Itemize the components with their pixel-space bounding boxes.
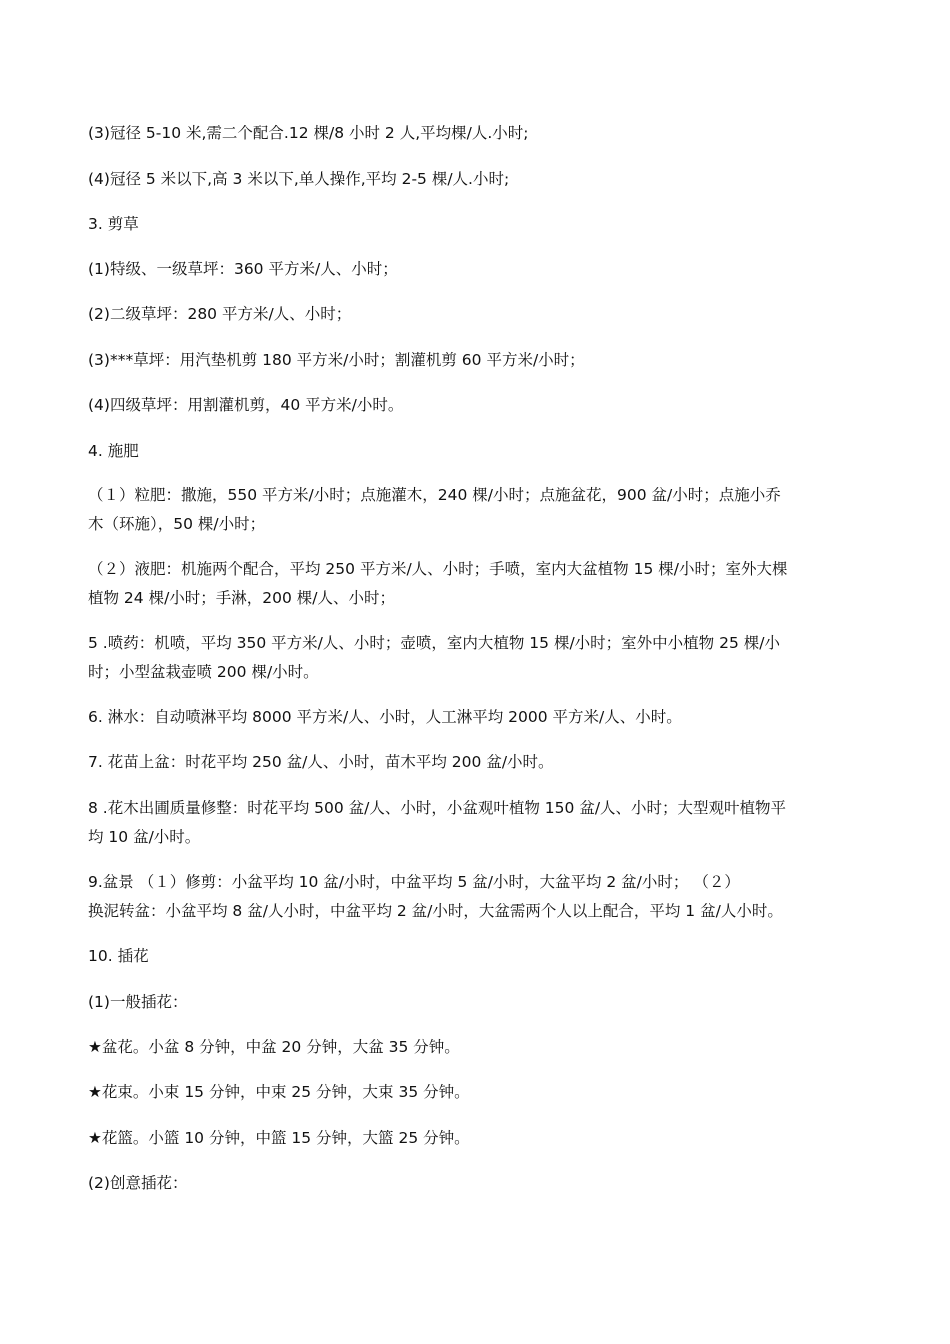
text-line: 均 10 盆/小时。 <box>88 828 201 846</box>
text-line: 木（环施），50 棵/小时； <box>88 515 266 533</box>
text-line: 换泥转盆：小盆平均 8 盆/人小时，中盆平均 2 盆/小时，大盆需两个人以上配合，平均 1 盆/人小时。 <box>88 902 783 920</box>
text-line-mowing-2: (2)二级草坪：280 平方米/人、小时； <box>88 305 352 323</box>
text-line-mowing-1: (1)特级、一级草坪：360 平方米/人、小时； <box>88 260 398 278</box>
section-heading-fertilizing: 4. 施肥 <box>88 442 139 460</box>
text-line: 8 .花木出圃质量修整：时花平均 500 盆/人、小时，小盆观叶植物 150 盆/人、小时；大型观叶植物平 <box>88 799 787 817</box>
paragraph-quality-trimming <box>88 794 868 852</box>
text-line-creative-arrangement: (2)创意插花： <box>88 1174 188 1192</box>
text-line-mowing-3: (3)***草坪：用汽垫机剪 180 平方米/小时；割灌机剪 60 平方米/小时； <box>88 351 585 369</box>
text-line: （２）液肥：机施两个配合，平均 250 平方米/人、小时；手喷，室内大盆植物 15 棵/小时；室外大棵 <box>88 560 788 578</box>
section-heading-flower-arrangement: 10. 插花 <box>88 947 149 965</box>
paragraph-liquid-fertilizer <box>88 555 868 613</box>
paragraph-pesticide-spraying <box>88 629 868 687</box>
text-line-watering: 6. 淋水：自动喷淋平均 8000 平方米/人、小时，人工淋平均 2000 平方米/人、小时。 <box>88 708 682 726</box>
text-line-flower-baskets: ★花篮。小篮 10 分钟，中篮 15 分钟，大篮 25 分钟。 <box>88 1129 470 1147</box>
section-heading-mowing: 3. 剪草 <box>88 215 139 233</box>
text-line-mowing-4: (4)四级草坪：用割灌机剪，40 平方米/小时。 <box>88 396 404 414</box>
text-line-potted-flowers: ★盆花。小盆 8 分钟，中盆 20 分钟，大盆 35 分钟。 <box>88 1038 460 1056</box>
paragraph-bonsai <box>88 868 868 926</box>
text-line-bouquets: ★花束。小束 15 分钟，中束 25 分钟，大束 35 分钟。 <box>88 1083 470 1101</box>
text-line: 植物 24 棵/小时；手淋，200 棵/人、小时； <box>88 589 396 607</box>
text-line: 5 .喷药：机喷，平均 350 平方米/人、小时；壶喷，室内大植物 15 棵/小时；室外中小植物 25 棵/小 <box>88 634 780 652</box>
text-line: （１）粒肥：撒施，550 平方米/小时；点施灌木，240 棵/小时；点施盆花，900 盆/小时；点施小乔 <box>88 486 781 504</box>
text-line-tree-pruning-4: (4)冠径 5 米以下,高 3 米以下,单人操作,平均 2-5 棵/人.小时; <box>88 170 510 188</box>
text-line: 时；小型盆栽壶喷 200 棵/小时。 <box>88 663 319 681</box>
text-line-tree-pruning-3: (3)冠径 5-10 米,需二个配合.12 棵/8 小时 2 人,平均棵/人.小时; <box>88 124 529 142</box>
text-line: 9.盆景 （１）修剪：小盆平均 10 盆/小时，中盆平均 5 盆/小时，大盆平均 2 盆/小时； （２） <box>88 873 740 891</box>
paragraph-granular-fertilizer <box>88 481 868 539</box>
text-line-general-arrangement: (1)一般插花： <box>88 993 188 1011</box>
text-line-potting: 7. 花苗上盆：时花平均 250 盆/人、小时，苗木平均 200 盆/小时。 <box>88 753 554 771</box>
